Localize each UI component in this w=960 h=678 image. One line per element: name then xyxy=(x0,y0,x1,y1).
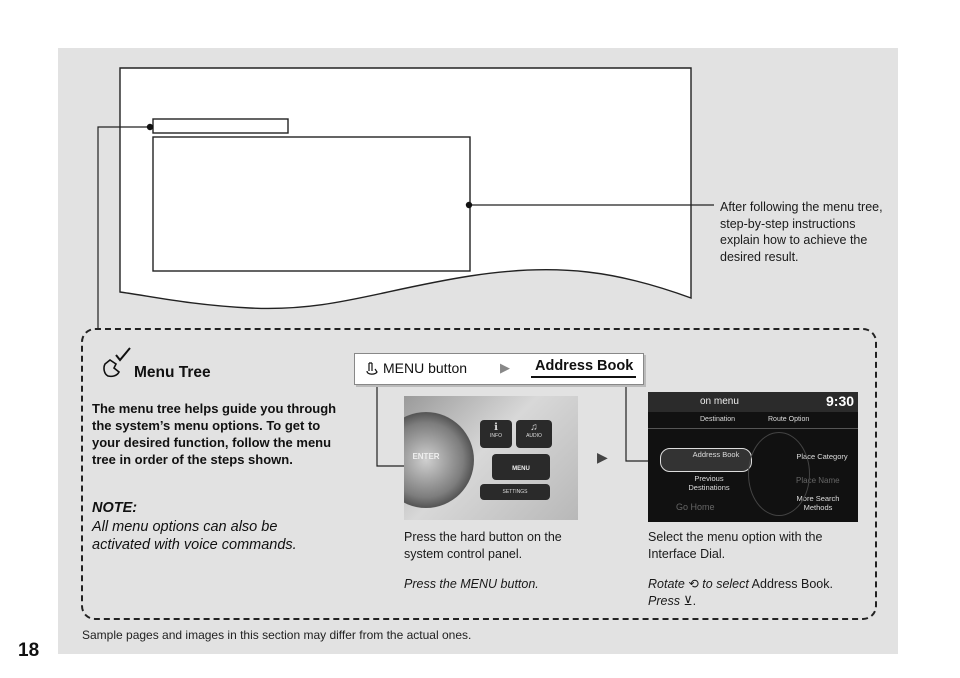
connector-dot xyxy=(466,202,472,208)
address-book-underline xyxy=(531,376,636,378)
menu-tree-title: Menu Tree xyxy=(134,364,211,381)
screen-item-previous-destinations: Previous Destinations xyxy=(688,474,730,492)
control-panel-photo xyxy=(404,396,578,520)
menu-hard-button xyxy=(492,454,550,480)
footer-note: Sample pages and images in this section may differ from the actual ones. xyxy=(82,628,472,642)
callout-text: After following the menu tree, step-by-step instructions explain how to achieve the desired result. xyxy=(720,200,883,264)
step-arrow-icon: ▶ xyxy=(597,449,608,465)
address-book-caption-label: Address Book xyxy=(751,577,830,591)
audio-label: AUDIO xyxy=(526,433,542,439)
left-caption-action: Press the MENU button. xyxy=(404,577,539,591)
page-number: 18 xyxy=(18,640,40,661)
breadcrumb-arrow-icon: ▶ xyxy=(500,360,510,375)
right-caption-press: Press ⊻. xyxy=(648,594,697,608)
audio-button: ♫ AUDIO xyxy=(516,420,552,448)
breadcrumb-step-address-book: Address Book xyxy=(535,358,634,374)
to-select-label: to select xyxy=(702,577,749,591)
navigation-screen-photo xyxy=(648,392,858,522)
settings-label: SETTINGS xyxy=(480,484,550,500)
press-label: Press xyxy=(648,594,680,608)
enter-label: ENTER xyxy=(412,452,440,461)
menu-tree-icon xyxy=(100,346,134,380)
note-text: All menu options can also be activated with voice commands. xyxy=(92,519,297,553)
rotate-label: Rotate xyxy=(648,577,685,591)
screen-item-more-search: More Search Methods xyxy=(796,494,840,512)
right-caption-action xyxy=(648,576,868,593)
info-button: ℹ INFO xyxy=(480,420,512,448)
screen-tab-destination: Destination xyxy=(700,416,736,423)
screen-dial-arc xyxy=(748,432,810,516)
screen-time: 9:30 xyxy=(826,393,855,409)
sample-menu-tree-box xyxy=(153,119,288,133)
press-dial-icon: ⊻ xyxy=(683,594,693,608)
breadcrumb-step-menu-button: MENU button xyxy=(383,360,468,376)
screen-tab-route-option: Route Option xyxy=(768,416,810,423)
screen-item-place-category: Place Category xyxy=(796,452,848,461)
menu-label: MENU xyxy=(512,466,530,472)
press-button-icon xyxy=(365,361,379,377)
screen-item-go-home: Go Home xyxy=(676,502,715,512)
screen-item-address-book: Address Book xyxy=(660,448,752,472)
screen-divider xyxy=(648,428,858,429)
sample-steps-box xyxy=(153,137,470,271)
screen-item-place-name: Place Name xyxy=(796,476,840,485)
breadcrumb xyxy=(354,353,644,385)
left-caption: Press the hard button on the system control panel. xyxy=(404,530,562,561)
caption-period: . xyxy=(829,577,833,591)
note-label: NOTE: xyxy=(92,500,138,516)
info-label: INFO xyxy=(490,433,502,439)
right-caption: Select the menu option with the Interface Dial. xyxy=(648,530,823,561)
connector-dot xyxy=(147,124,153,130)
rotate-dial-icon: ⟲ xyxy=(688,577,699,591)
menu-tree-description: The menu tree helps guide you through the system’s menu options. To get to your desired function, follow the menu tree in order of the steps shown. xyxy=(92,401,337,467)
screen-title: on menu xyxy=(700,396,739,407)
